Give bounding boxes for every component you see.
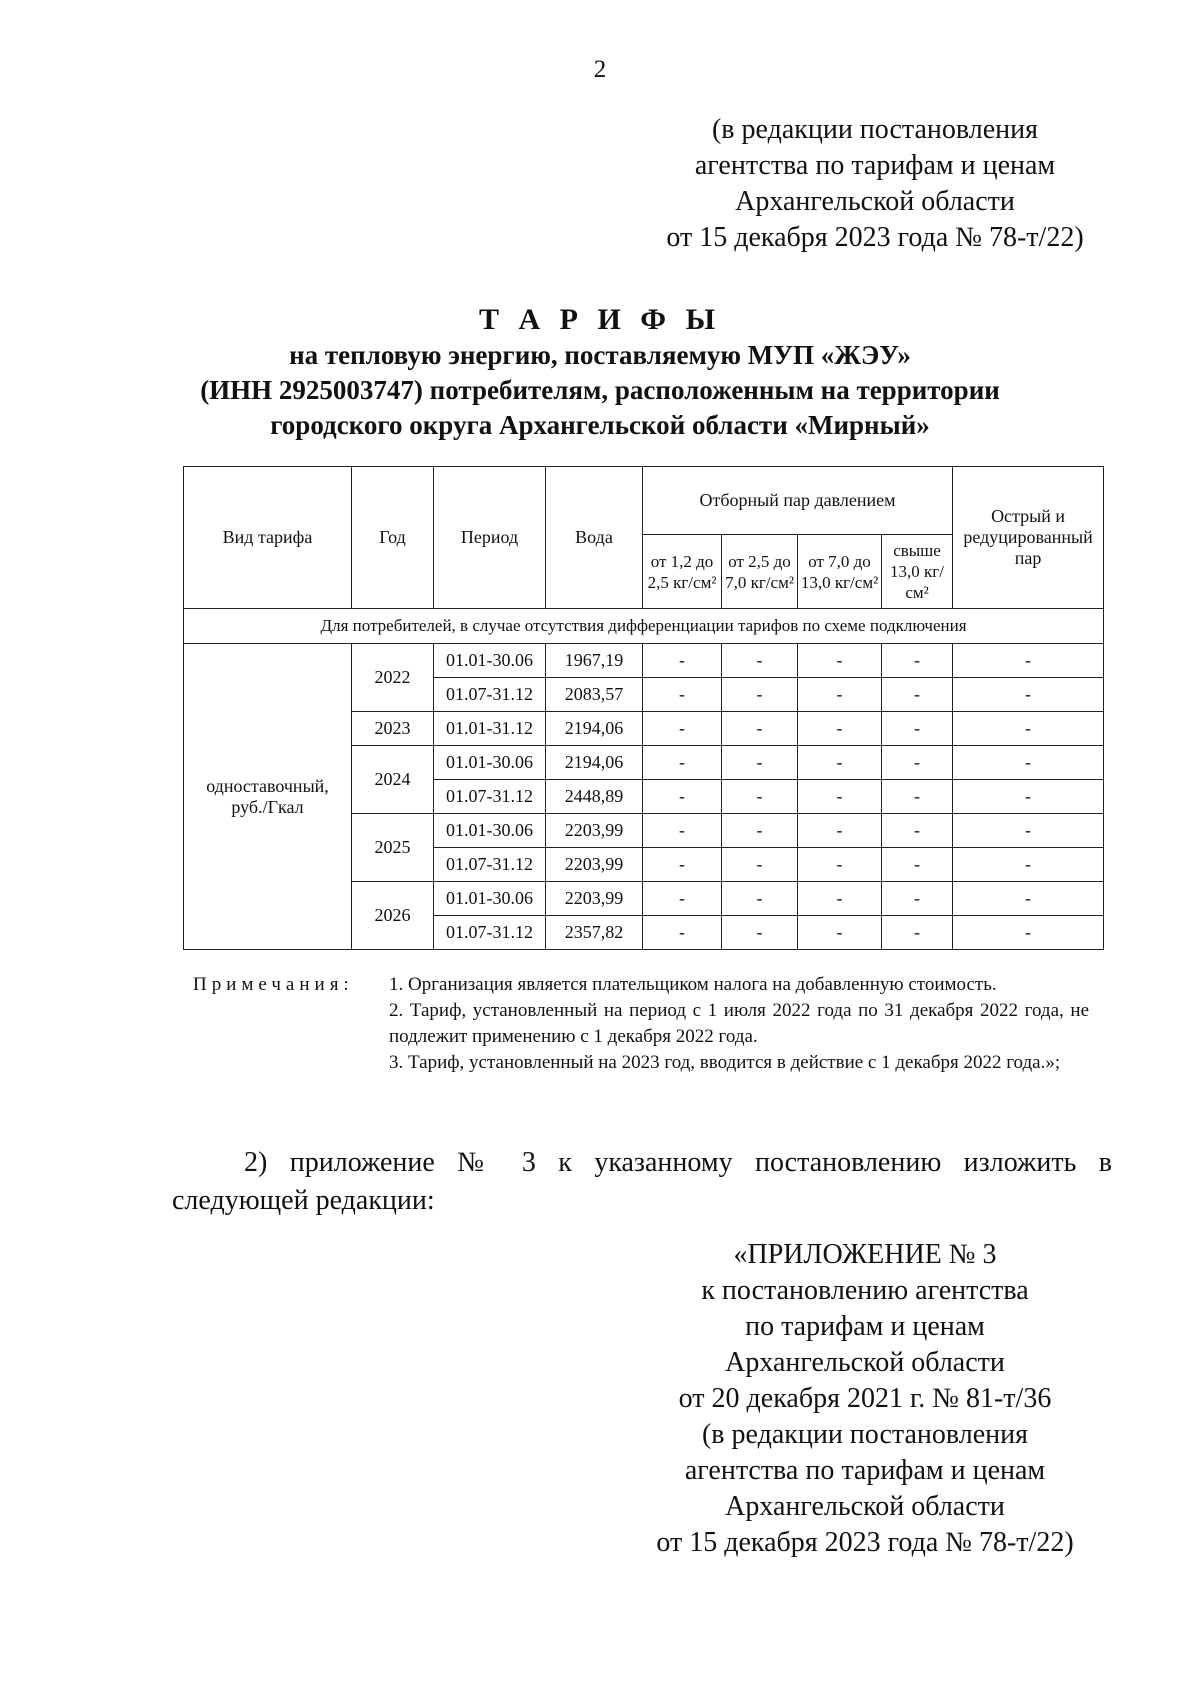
page-number: 2 [593, 56, 607, 83]
edition-line: (в редакции постановления [711, 114, 1039, 145]
edition-line: Архангельской области [735, 186, 1015, 217]
header-steam-2: от 2,5 до 7,0 кг/см² [722, 535, 798, 609]
empty-rate-cell: - [722, 882, 798, 916]
table-row [184, 644, 1104, 678]
water-rate-cell: 2203,99 [546, 848, 643, 882]
period-cell: 01.01-31.12 [434, 712, 546, 746]
empty-rate-cell: - [953, 814, 1104, 848]
empty-rate-cell: - [798, 644, 882, 678]
header-year: Год [352, 467, 434, 609]
header-steam-3: от 7,0 до 13,0 кг/см² [798, 535, 882, 609]
appendix-line: от 15 декабря 2023 года № 78-т/22) [656, 1527, 1074, 1558]
empty-rate-cell: - [882, 848, 953, 882]
water-rate-cell: 2194,06 [546, 746, 643, 780]
empty-rate-cell: - [722, 780, 798, 814]
edition-line: агентства по тарифам и ценам [694, 150, 1056, 181]
period-cell: 01.07-31.12 [434, 780, 546, 814]
empty-rate-cell: - [798, 678, 882, 712]
empty-rate-cell: - [643, 644, 722, 678]
empty-rate-cell: - [722, 712, 798, 746]
period-cell: 01.01-30.06 [434, 882, 546, 916]
year-cell: 2025 [352, 814, 434, 882]
appendix-header [630, 1237, 1100, 1561]
water-rate-cell: 2194,06 [546, 712, 643, 746]
period-cell: 01.07-31.12 [434, 678, 546, 712]
header-water: Вода [546, 467, 643, 609]
empty-rate-cell: - [882, 814, 953, 848]
group-label: Для потребителей, в случае отсутствия дифференциации тарифов по схеме подключения [184, 609, 1104, 644]
year-cell: 2022 [352, 644, 434, 712]
edition-note [640, 112, 1110, 256]
header-steam-1: от 1,2 до 2,5 кг/см² [643, 535, 722, 609]
note-item: 2. Тариф, установленный на период с 1 июля 2022 года по 31 декабря 2022 года, не подлежит применению с 1 декабря 2022 года. [389, 1000, 1089, 1047]
water-rate-cell: 1967,19 [546, 644, 643, 678]
year-cell: 2023 [352, 712, 434, 746]
empty-rate-cell: - [722, 848, 798, 882]
empty-rate-cell: - [882, 916, 953, 950]
header-tariff-type: Вид тарифа [184, 467, 352, 609]
empty-rate-cell: - [953, 848, 1104, 882]
title-line: (ИНН 2925003747) потребителям, расположенным на территории [200, 375, 1000, 405]
water-rate-cell: 2448,89 [546, 780, 643, 814]
empty-rate-cell: - [953, 644, 1104, 678]
appendix-line: от 20 декабря 2021 г. № 81-т/36 [678, 1383, 1052, 1414]
year-cell: 2024 [352, 746, 434, 814]
tariff-type-cell: одноставочный, руб./Гкал [184, 644, 352, 950]
empty-rate-cell: - [798, 882, 882, 916]
empty-rate-cell: - [953, 882, 1104, 916]
body-paragraph: 2) приложение № 3 к указанному постановлению изложить в следующей редакции: [172, 1147, 1112, 1216]
appendix-line: к постановлению агентства [701, 1275, 1029, 1306]
empty-rate-cell: - [953, 712, 1104, 746]
empty-rate-cell: - [643, 882, 722, 916]
notes-body [389, 972, 1089, 1076]
empty-rate-cell: - [798, 916, 882, 950]
title-line: на тепловую энергию, поставляемую МУП «ЖЭУ» [289, 340, 911, 370]
empty-rate-cell: - [643, 712, 722, 746]
note-item: 1. Организация является плательщиком налога на добавленную стоимость. [389, 974, 997, 995]
appendix-line: (в редакции постановления [701, 1419, 1029, 1450]
header-steam-4: свыше 13,0 кг/см² [882, 535, 953, 609]
empty-rate-cell: - [882, 780, 953, 814]
water-rate-cell: 2203,99 [546, 814, 643, 848]
empty-rate-cell: - [882, 712, 953, 746]
empty-rate-cell: - [882, 882, 953, 916]
empty-rate-cell: - [643, 814, 722, 848]
period-cell: 01.07-31.12 [434, 848, 546, 882]
notes-label: Примечания: [193, 974, 354, 995]
empty-rate-cell: - [722, 814, 798, 848]
document-title [0, 302, 1200, 443]
header-sharp-steam: Острый и редуцированный пар [953, 467, 1104, 609]
empty-rate-cell: - [798, 712, 882, 746]
empty-rate-cell: - [798, 848, 882, 882]
period-cell: 01.01-30.06 [434, 746, 546, 780]
period-cell: 01.07-31.12 [434, 916, 546, 950]
empty-rate-cell: - [643, 780, 722, 814]
appendix-line: Архангельской области [725, 1347, 1005, 1378]
appendix-line: по тарифам и ценам [745, 1311, 985, 1342]
empty-rate-cell: - [643, 848, 722, 882]
period-cell: 01.01-30.06 [434, 644, 546, 678]
edition-line: от 15 декабря 2023 года № 78-т/22) [666, 222, 1084, 253]
appendix-line: агентства по тарифам и ценам [684, 1455, 1046, 1486]
empty-rate-cell: - [643, 678, 722, 712]
empty-rate-cell: - [643, 746, 722, 780]
empty-rate-cell: - [722, 746, 798, 780]
empty-rate-cell: - [798, 814, 882, 848]
tariff-rows [184, 644, 1104, 950]
water-rate-cell: 2357,82 [546, 916, 643, 950]
empty-rate-cell: - [953, 780, 1104, 814]
empty-rate-cell: - [722, 644, 798, 678]
empty-rate-cell: - [798, 780, 882, 814]
empty-rate-cell: - [643, 916, 722, 950]
title-line: городского округа Архангельской области «Мирный» [270, 410, 930, 440]
empty-rate-cell: - [882, 746, 953, 780]
empty-rate-cell: - [953, 746, 1104, 780]
empty-rate-cell: - [882, 678, 953, 712]
tariff-table [183, 466, 1104, 950]
water-rate-cell: 2203,99 [546, 882, 643, 916]
appendix-line: «ПРИЛОЖЕНИЕ № 3 [733, 1239, 997, 1270]
empty-rate-cell: - [722, 678, 798, 712]
empty-rate-cell: - [798, 746, 882, 780]
year-cell: 2026 [352, 882, 434, 950]
empty-rate-cell: - [722, 916, 798, 950]
empty-rate-cell: - [882, 644, 953, 678]
header-steam-group: Отборный пар давлением [643, 467, 953, 535]
period-cell: 01.01-30.06 [434, 814, 546, 848]
empty-rate-cell: - [953, 916, 1104, 950]
title-main: Т А Р И Ф Ы [478, 303, 722, 336]
water-rate-cell: 2083,57 [546, 678, 643, 712]
header-period: Период [434, 467, 546, 609]
note-item: 3. Тариф, установленный на 2023 год, вводится в действие с 1 декабря 2022 года.»; [389, 1052, 1061, 1073]
appendix-line: Архангельской области [725, 1491, 1005, 1522]
empty-rate-cell: - [953, 678, 1104, 712]
